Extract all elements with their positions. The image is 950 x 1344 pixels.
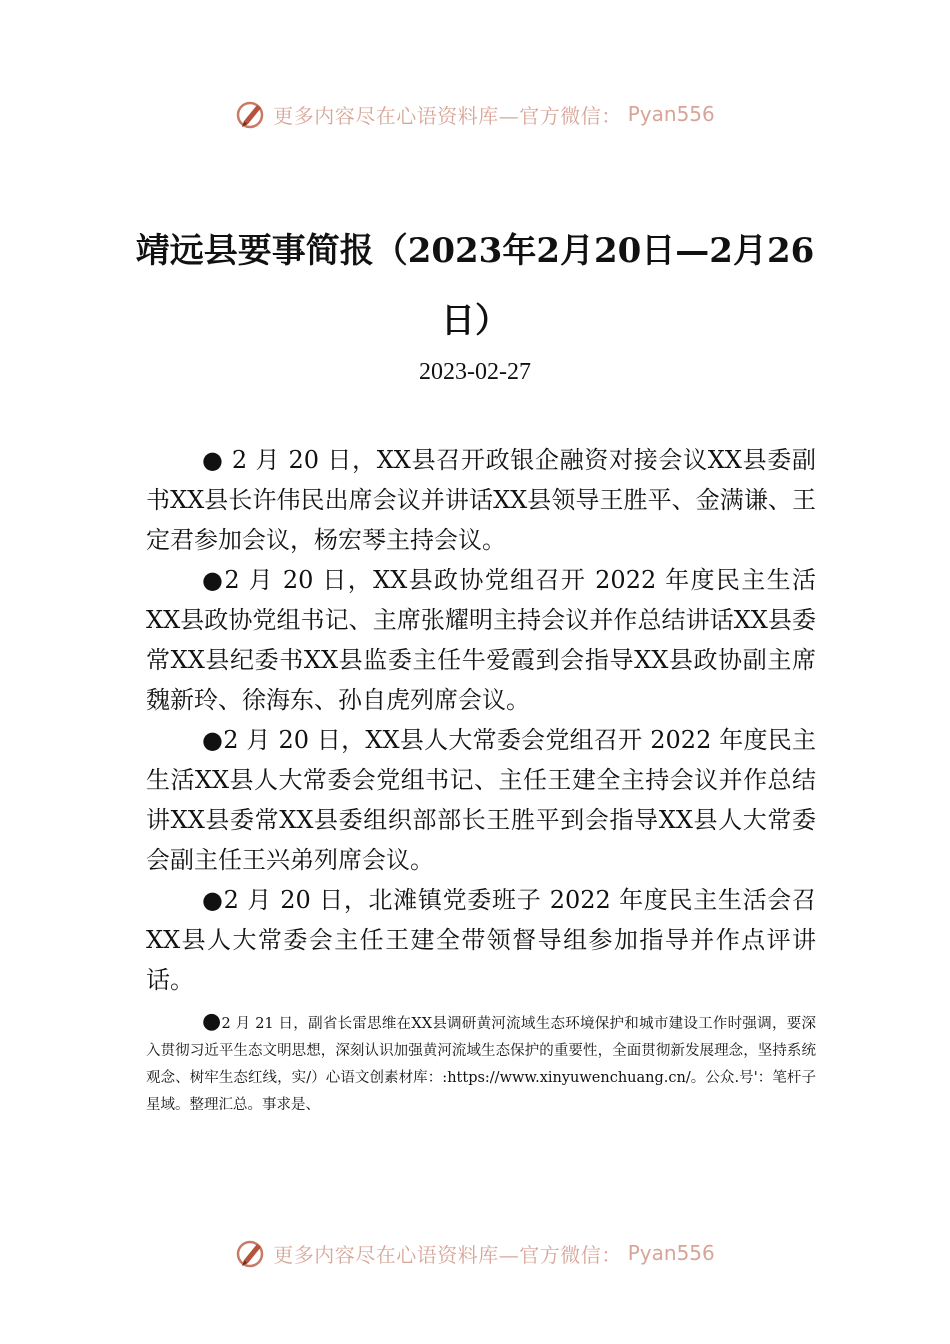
paragraph-text: 2 月 20 日，XX县召开政银企融资对接会议XX县委副书XX县长许伟民出席会议并讲话XX县领导王胜平、金满谦、王定君参加会议，杨宏琴主持会议。 xyxy=(146,446,816,554)
pen-logo-icon xyxy=(235,1236,269,1270)
document-body xyxy=(146,440,816,1119)
paragraph xyxy=(146,440,816,560)
bullet-icon: ● xyxy=(202,726,224,754)
paragraph-small xyxy=(146,1008,816,1119)
bullet-icon: ● xyxy=(202,886,224,914)
banner-text: 更多内容尽在心语资料库—官方微信： xyxy=(273,103,622,128)
document-title: 靖远县要事简报（2023年2月20日—2月26日） xyxy=(135,231,815,341)
paragraph-text: 2 月 20 日，XX县政协党组召开 2022 年度民主生活XX县政协党组书记、主席张耀明主持会议并作总结讲话XX县委常XX县纪委书XX县监委主任牛爱霞到会指导XX县政协副主席魏新玲、徐海东、孙自虎列席会议。 xyxy=(146,566,817,714)
paragraph-text: 2 月 21 日，副省长雷思维在XX县调研黄河流域生态环境保护和城市建设工作时强调，要深入贯彻习近平生态文明思想，深刻认识加强黄河流域生态保护的重要性，全面贯彻新发展理念，坚持系统观念、树牢生态红线，实/）心语文创素材库：:https://www.xinyuwenchuang.cn/。公众.号'：笔杆子星域。整理汇总。事求是、 xyxy=(146,1016,816,1113)
bullet-icon: ● xyxy=(202,446,224,474)
banner-text: 更多内容尽在心语资料库—官方微信： xyxy=(273,1242,622,1267)
header-banner xyxy=(0,94,950,134)
bullet-icon: ● xyxy=(202,566,225,594)
paragraph-text: 2 月 20 日，XX县人大常委会党组召开 2022 年度民主生活XX县人大常委会党组书记、主任王建全主持会议并作总结讲XX县委常XX县委组织部部长王胜平到会指导XX县人大常委会副主任王兴弟列席会议。 xyxy=(146,726,816,874)
banner-wechat-id: Pyan556 xyxy=(627,1241,715,1265)
paragraph-text: 2 月 20 日，北滩镇党委班子 2022 年度民主生活会召XX县人大常委会主任王建全带领督导组参加指导并作点评讲话。 xyxy=(146,886,816,994)
paragraph xyxy=(146,720,816,880)
pen-logo-icon xyxy=(235,97,269,131)
paragraph xyxy=(146,880,816,1000)
banner-wechat-id: Pyan556 xyxy=(627,102,715,126)
bullet-icon: ● xyxy=(202,1009,222,1034)
footer-banner xyxy=(0,1233,950,1273)
paragraph xyxy=(146,560,816,720)
document-date: 2023-02-27 xyxy=(419,359,531,385)
